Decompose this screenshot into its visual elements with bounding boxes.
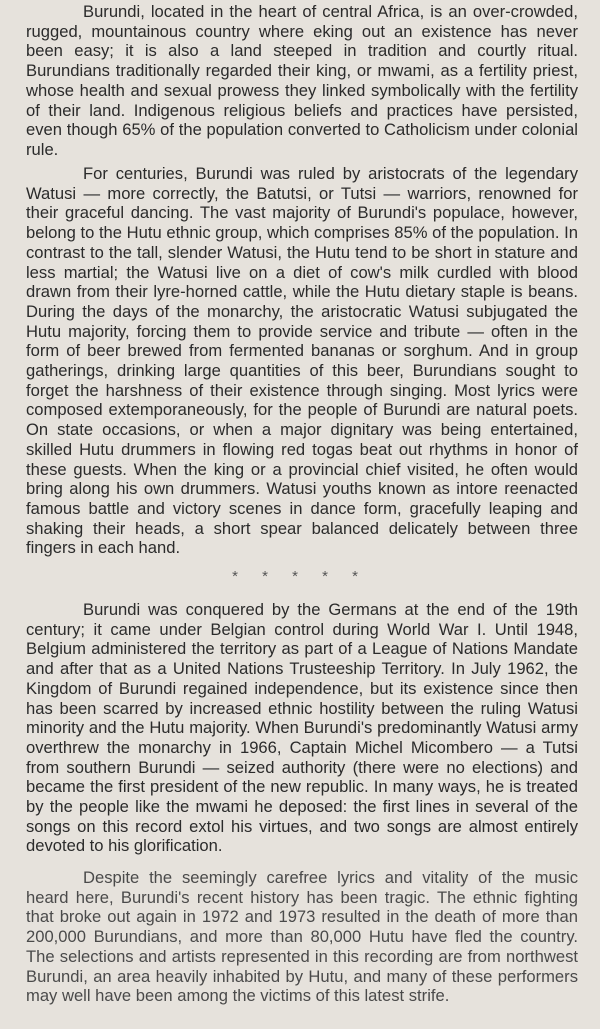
paragraph-intro: Burundi, located in the heart of central Africa, is an over-crowded, rugged, mountainous country where eking out an existence has never been easy; it is also a land steeped in tradition and courtly ritual. Burundians traditionally regarded their king, or mwami, as a fertility priest, whose health and sexual prowess they linked symbolically with the fertility of their land. Indigenous religious beliefs and practices have persisted, even though 65% of the population converted to Catholicism under colonial rule. (26, 2, 578, 159)
paragraph-history: Burundi was conquered by the Germans at the end of the 19th century; it came under Belgian control during World War I. Until 1948, Belgium administered the territory as part of a League of Nations Mandate and after that as a United Nations Trusteeship Territory. In July 1962, the Kingdom of Burundi regained independence, but its existence since then has been scarred by increased ethnic hostility between the ruling Watusi minority and the Hutu majority. When Burundi's predominantly Watusi army overthrew the monarchy in 1966, Captain Michel Micombero — a Tutsi from southern Burundi — seized authority (there were no elections) and became the first president of the new republic. In many ways, he is treated by the people like the mwami he deposed: the first lines in several of the songs on this record extol his virtues, and two songs are almost entirely devoted to his glorification. (26, 600, 578, 856)
paragraph-recent-history: Despite the seemingly carefree lyrics and vitality of the music heard here, Burundi's recent history has been tragic. The ethnic fighting that broke out again in 1972 and 1973 resulted in the death of more than 200,000 Burundians, and more than 80,000 Hutu have fled the country. The selections and artists represented in this recording are from northwest Burundi, an area heavily inhabited by Hutu, and many of these performers may well have been among the victims of this latest strife. (26, 868, 578, 1006)
section-separator: * * * * * (232, 568, 368, 585)
paragraph-watusi-hutu: For centuries, Burundi was ruled by aristocrats of the legendary Watusi — more correctly, the Batutsi, or Tutsi — warriors, renowned for their graceful dancing. The vast majority of Burundi's populace, however, belong to the Hutu ethnic group, which comprises 85% of the population. In contrast to the tall, slender Watusi, the Hutu tend to be short in stature and less martial; the Watusi live on a diet of cow's milk curdled with blood drawn from their lyre-horned cattle, while the Hutu dietary staple is beans. During the days of the monarchy, the aristocratic Watusi subjugated the Hutu majority, forcing them to provide service and tribute — often in the form of beer brewed from fermented bananas or sorghum. And in group gatherings, drinking large quantities of this beer, Burundians sought to forget the harshness of their existence through singing. Most lyrics were composed extemporaneously, for the people of Burundi are natural poets. On state occasions, or when a major dignitary was being entertained, skilled Hutu drummers in flowing red togas beat out rhythms in honor of these guests. When the king or a provincial chief visited, he often would bring along his own drummers. Watusi youths known as intore reenacted famous battle and victory scenes in dance form, gracefully leaping and shaking their heads, a short spear balanced delicately between three fingers in each hand. (26, 164, 578, 558)
